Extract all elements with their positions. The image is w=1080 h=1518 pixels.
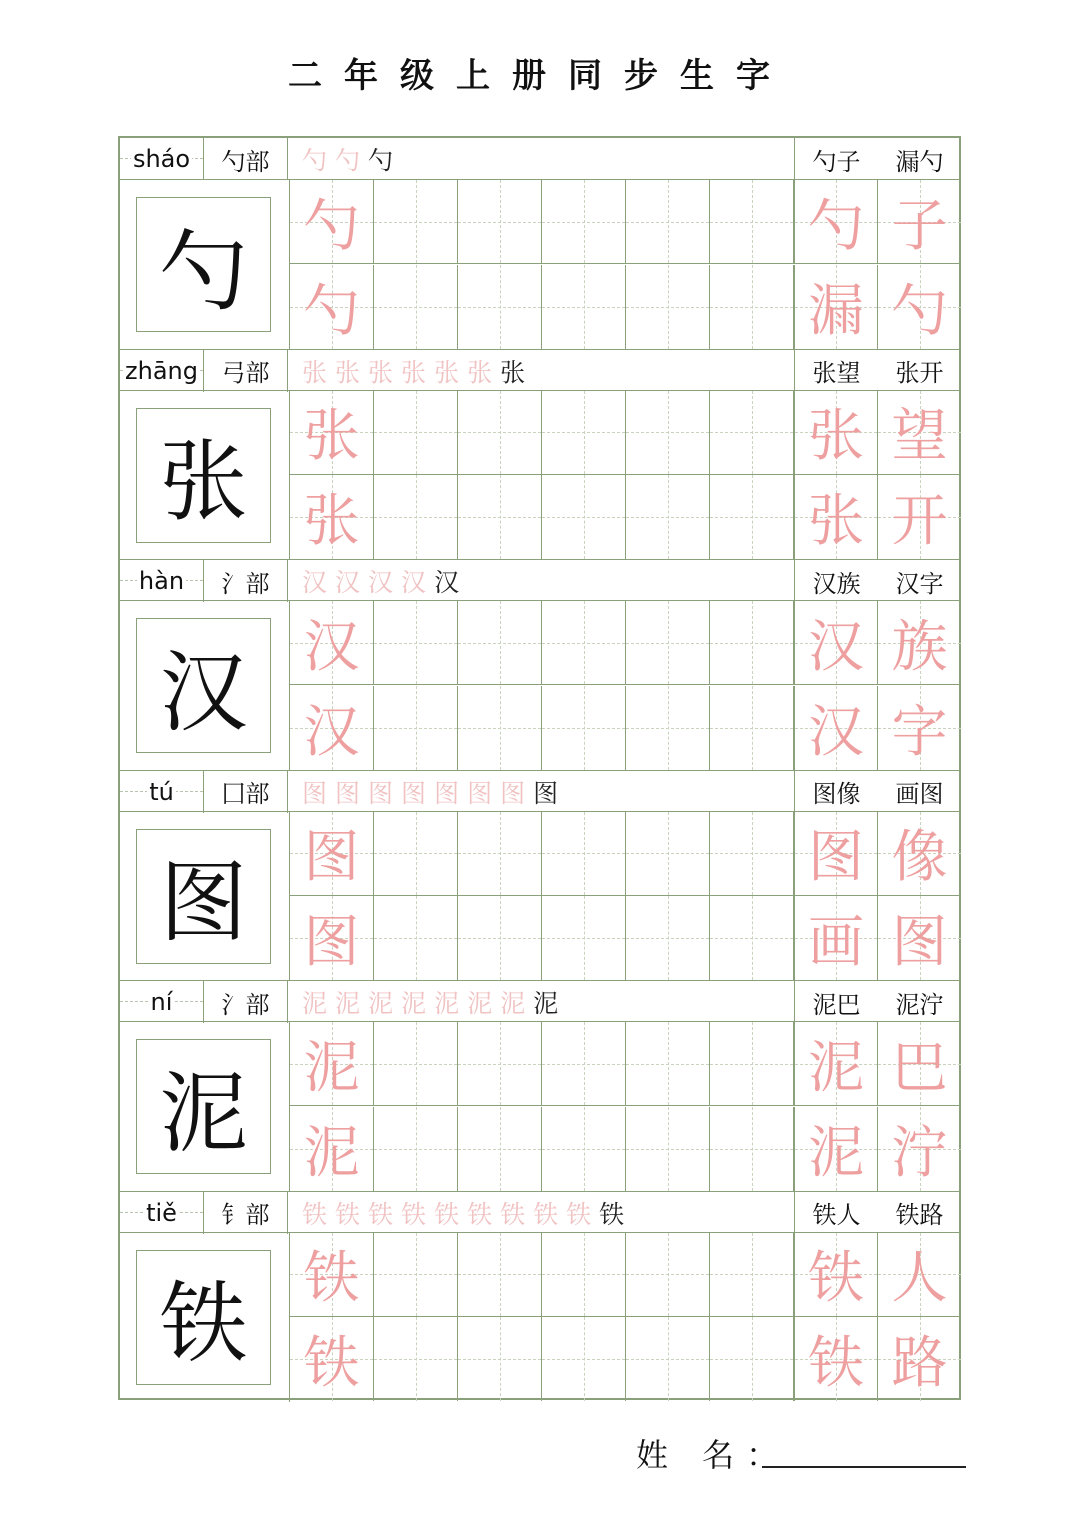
blank-cell[interactable] bbox=[374, 896, 458, 980]
trace-cell: 泥 bbox=[794, 1022, 878, 1106]
blank-cell[interactable] bbox=[458, 1233, 542, 1317]
block-header bbox=[120, 770, 959, 812]
blank-cell[interactable] bbox=[458, 180, 542, 264]
stroke-order bbox=[290, 981, 794, 1023]
example-word: 画图 bbox=[895, 780, 944, 808]
block-header bbox=[120, 1191, 959, 1233]
trace-cell: 汉 bbox=[794, 601, 878, 685]
trace-cell: 泞 bbox=[878, 1107, 961, 1191]
example-word: 勺子 bbox=[812, 147, 861, 176]
blank-cell[interactable] bbox=[710, 391, 794, 475]
blank-cell[interactable] bbox=[710, 1107, 794, 1191]
char-block bbox=[120, 770, 959, 981]
stroke-step: 泥 bbox=[302, 989, 328, 1018]
blank-cell[interactable] bbox=[626, 812, 710, 896]
trace-cell: 泥 bbox=[290, 1022, 374, 1106]
blank-cell[interactable] bbox=[626, 686, 710, 770]
stroke-order bbox=[290, 771, 794, 813]
stroke-step: 张 bbox=[467, 357, 493, 387]
blank-cell[interactable] bbox=[458, 265, 542, 349]
stroke-step: 铁 bbox=[368, 1199, 394, 1229]
stroke-order bbox=[290, 560, 794, 602]
name-label: 姓 名： bbox=[636, 1436, 791, 1474]
trace-cell: 图 bbox=[290, 812, 374, 896]
trace-cell: 子 bbox=[878, 180, 961, 264]
example-word: 图像 bbox=[812, 780, 861, 808]
blank-cell[interactable] bbox=[710, 812, 794, 896]
blank-cell[interactable] bbox=[542, 475, 626, 559]
trace-cell: 张 bbox=[290, 391, 374, 475]
blank-cell[interactable] bbox=[374, 1317, 458, 1401]
stroke-step: 汉 bbox=[368, 568, 394, 597]
stroke-step: 铁 bbox=[335, 1199, 361, 1229]
example-word: 汉字 bbox=[895, 569, 944, 598]
stroke-step: 张 bbox=[368, 357, 394, 387]
stroke-step: 铁 bbox=[401, 1199, 427, 1229]
example-words bbox=[794, 1192, 961, 1234]
trace-cell: 张 bbox=[794, 391, 878, 475]
blank-cell[interactable] bbox=[542, 601, 626, 685]
stroke-step: 泥 bbox=[401, 989, 427, 1018]
stroke-step: 张 bbox=[302, 357, 328, 387]
blank-cell[interactable] bbox=[710, 1317, 794, 1401]
blank-cell[interactable] bbox=[626, 391, 710, 475]
trace-cell: 图 bbox=[794, 812, 878, 896]
blank-cell[interactable] bbox=[458, 601, 542, 685]
stroke-step: 泥 bbox=[434, 989, 460, 1018]
trace-cell: 族 bbox=[878, 601, 961, 685]
blank-cell[interactable] bbox=[542, 686, 626, 770]
trace-cell: 汉 bbox=[794, 686, 878, 770]
trace-cell: 开 bbox=[878, 475, 961, 559]
stroke-step: 泥 bbox=[500, 989, 526, 1018]
blank-cell[interactable] bbox=[458, 686, 542, 770]
trace-cell: 图 bbox=[290, 896, 374, 980]
trace-cell: 铁 bbox=[290, 1233, 374, 1317]
example-word: 铁人 bbox=[812, 1201, 861, 1229]
stroke-step: 铁 bbox=[434, 1199, 460, 1229]
trace-cell: 泥 bbox=[794, 1107, 878, 1191]
stroke-order bbox=[290, 138, 794, 180]
stroke-step: 泥 bbox=[368, 989, 394, 1018]
blank-cell[interactable] bbox=[542, 1317, 626, 1401]
blank-cell[interactable] bbox=[626, 265, 710, 349]
trace-cell: 张 bbox=[290, 475, 374, 559]
blank-cell[interactable] bbox=[374, 812, 458, 896]
trace-cell: 巴 bbox=[878, 1022, 961, 1106]
blank-cell[interactable] bbox=[542, 1107, 626, 1191]
trace-cell: 铁 bbox=[794, 1317, 878, 1401]
blank-cell[interactable] bbox=[542, 1233, 626, 1317]
blank-cell[interactable] bbox=[626, 1022, 710, 1106]
stroke-step: 铁 bbox=[599, 1199, 625, 1229]
trace-cell: 勺 bbox=[878, 265, 961, 349]
trace-cell: 汉 bbox=[290, 601, 374, 685]
trace-cell: 漏 bbox=[794, 265, 878, 349]
example-word: 泥巴 bbox=[812, 990, 861, 1019]
trace-cell: 字 bbox=[878, 686, 961, 770]
block-header bbox=[120, 349, 959, 391]
model-character: 铁 bbox=[136, 1250, 271, 1385]
writing-grid bbox=[290, 601, 961, 770]
stroke-step: 铁 bbox=[467, 1199, 493, 1229]
blank-cell[interactable] bbox=[626, 1317, 710, 1401]
blank-cell[interactable] bbox=[626, 180, 710, 264]
example-word: 张开 bbox=[895, 359, 944, 387]
trace-cell: 路 bbox=[878, 1317, 961, 1401]
trace-cell: 勺 bbox=[794, 180, 878, 264]
stroke-step: 图 bbox=[335, 778, 361, 808]
pinyin: hàn bbox=[120, 560, 204, 602]
blank-cell[interactable] bbox=[542, 391, 626, 475]
model-character: 勺 bbox=[136, 197, 271, 332]
trace-cell: 铁 bbox=[794, 1233, 878, 1317]
stroke-step: 泥 bbox=[467, 989, 493, 1018]
writing-grid bbox=[290, 180, 961, 349]
practice-sheet bbox=[118, 136, 961, 1400]
pinyin: ní bbox=[120, 981, 204, 1023]
blank-cell[interactable] bbox=[374, 475, 458, 559]
example-word: 张望 bbox=[812, 359, 861, 387]
block-header bbox=[120, 980, 959, 1022]
trace-cell: 画 bbox=[794, 896, 878, 980]
blank-cell[interactable] bbox=[458, 1022, 542, 1106]
stroke-step: 勺 bbox=[335, 146, 361, 175]
trace-cell: 图 bbox=[878, 896, 961, 980]
block-header bbox=[120, 138, 959, 180]
model-character: 张 bbox=[136, 408, 271, 543]
pinyin: zhāng bbox=[120, 350, 204, 392]
writing-grid bbox=[290, 1022, 961, 1191]
model-character: 泥 bbox=[136, 1039, 271, 1174]
blank-cell[interactable] bbox=[458, 475, 542, 559]
blank-cell[interactable] bbox=[458, 391, 542, 475]
trace-cell: 像 bbox=[878, 812, 961, 896]
stroke-step: 铁 bbox=[566, 1199, 592, 1229]
blank-cell[interactable] bbox=[542, 812, 626, 896]
stroke-step: 汉 bbox=[434, 568, 460, 597]
blank-cell[interactable] bbox=[458, 1107, 542, 1191]
char-block bbox=[120, 349, 959, 560]
radical: 勺部 bbox=[204, 138, 288, 180]
char-block bbox=[120, 1191, 959, 1402]
blank-cell[interactable] bbox=[626, 1107, 710, 1191]
radical: 弓部 bbox=[204, 350, 288, 392]
name-input-line[interactable] bbox=[762, 1466, 966, 1468]
stroke-step: 泥 bbox=[533, 989, 559, 1018]
stroke-step: 张 bbox=[434, 357, 460, 387]
blank-cell[interactable] bbox=[374, 601, 458, 685]
stroke-step: 铁 bbox=[302, 1199, 328, 1229]
model-character: 汉 bbox=[136, 618, 271, 753]
blank-cell[interactable] bbox=[458, 812, 542, 896]
blank-cell[interactable] bbox=[374, 180, 458, 264]
char-block bbox=[120, 980, 959, 1191]
example-words bbox=[794, 350, 961, 392]
blank-cell[interactable] bbox=[542, 265, 626, 349]
trace-cell: 望 bbox=[878, 391, 961, 475]
stroke-step: 张 bbox=[401, 357, 427, 387]
stroke-step: 图 bbox=[401, 778, 427, 808]
stroke-step: 泥 bbox=[335, 989, 361, 1018]
radical: 囗部 bbox=[204, 771, 288, 813]
stroke-step: 张 bbox=[500, 357, 526, 387]
trace-cell: 铁 bbox=[290, 1317, 374, 1401]
radical: 氵部 bbox=[204, 560, 288, 602]
blank-cell[interactable] bbox=[710, 1022, 794, 1106]
blank-cell[interactable] bbox=[458, 1317, 542, 1401]
stroke-step: 图 bbox=[368, 778, 394, 808]
blank-cell[interactable] bbox=[374, 1233, 458, 1317]
stroke-step: 图 bbox=[533, 778, 559, 808]
blank-cell[interactable] bbox=[626, 475, 710, 559]
stroke-step: 图 bbox=[302, 778, 328, 808]
char-block bbox=[120, 138, 959, 349]
stroke-step: 铁 bbox=[500, 1199, 526, 1229]
example-word: 铁路 bbox=[895, 1201, 944, 1229]
radical: 氵部 bbox=[204, 981, 288, 1023]
trace-cell: 勺 bbox=[290, 180, 374, 264]
blank-cell[interactable] bbox=[710, 1233, 794, 1317]
blank-cell[interactable] bbox=[626, 601, 710, 685]
blank-cell[interactable] bbox=[710, 601, 794, 685]
blank-cell[interactable] bbox=[710, 686, 794, 770]
stroke-order bbox=[290, 350, 794, 392]
blank-cell[interactable] bbox=[542, 896, 626, 980]
blank-cell[interactable] bbox=[374, 391, 458, 475]
char-block bbox=[120, 559, 959, 770]
page-title: 二年级上册同步生字 bbox=[288, 56, 792, 96]
example-word: 漏勺 bbox=[895, 147, 944, 176]
blank-cell[interactable] bbox=[458, 896, 542, 980]
blank-cell[interactable] bbox=[710, 475, 794, 559]
stroke-step: 图 bbox=[434, 778, 460, 808]
radical: 钅部 bbox=[204, 1192, 288, 1234]
example-words bbox=[794, 138, 961, 180]
stroke-step: 汉 bbox=[401, 568, 427, 597]
blank-cell[interactable] bbox=[542, 1022, 626, 1106]
stroke-step: 铁 bbox=[533, 1199, 559, 1229]
example-words bbox=[794, 560, 961, 602]
example-word: 泥泞 bbox=[895, 990, 944, 1019]
trace-cell: 汉 bbox=[290, 686, 374, 770]
pinyin: tú bbox=[120, 771, 204, 813]
blank-cell[interactable] bbox=[626, 896, 710, 980]
blank-cell[interactable] bbox=[374, 1022, 458, 1106]
blank-cell[interactable] bbox=[710, 896, 794, 980]
stroke-step: 图 bbox=[500, 778, 526, 808]
example-words bbox=[794, 981, 961, 1023]
stroke-order bbox=[290, 1192, 794, 1234]
block-header bbox=[120, 559, 959, 601]
writing-grid bbox=[290, 812, 961, 981]
blank-cell[interactable] bbox=[626, 1233, 710, 1317]
stroke-step: 勺 bbox=[368, 146, 394, 175]
example-word: 汉族 bbox=[812, 569, 861, 598]
blank-cell[interactable] bbox=[374, 265, 458, 349]
stroke-step: 汉 bbox=[335, 568, 361, 597]
writing-grid bbox=[290, 1233, 961, 1402]
blank-cell[interactable] bbox=[710, 180, 794, 264]
trace-cell: 人 bbox=[878, 1233, 961, 1317]
stroke-step: 图 bbox=[467, 778, 493, 808]
blank-cell[interactable] bbox=[542, 180, 626, 264]
stroke-step: 汉 bbox=[302, 568, 328, 597]
model-character: 图 bbox=[136, 829, 271, 964]
pinyin: tiě bbox=[120, 1192, 204, 1234]
blank-cell[interactable] bbox=[374, 1107, 458, 1191]
stroke-step: 勺 bbox=[302, 146, 328, 175]
trace-cell: 泥 bbox=[290, 1107, 374, 1191]
example-words bbox=[794, 771, 961, 813]
blank-cell[interactable] bbox=[374, 686, 458, 770]
stroke-step: 张 bbox=[335, 357, 361, 387]
writing-grid bbox=[290, 391, 961, 560]
pinyin: sháo bbox=[120, 138, 204, 180]
blank-cell[interactable] bbox=[710, 265, 794, 349]
trace-cell: 张 bbox=[794, 475, 878, 559]
trace-cell: 勺 bbox=[290, 265, 374, 349]
